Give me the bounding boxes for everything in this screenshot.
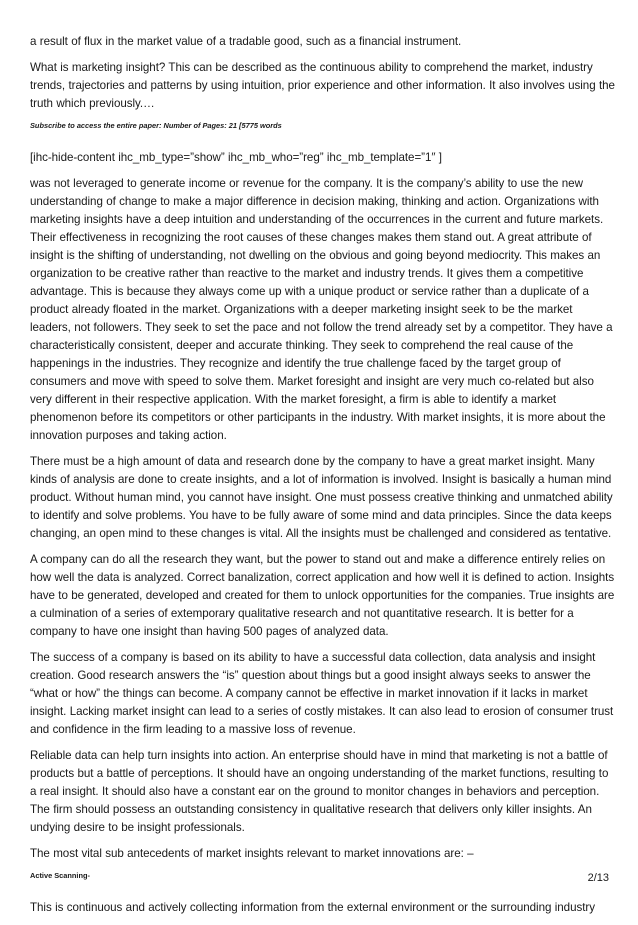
document-page	[30, 33, 616, 925]
paragraph-8: The most vital sub antecedents of market insights relevant to market innovations are: –	[30, 847, 474, 860]
paragraph-2: What is marketing insight? This can be described as the continuous ability to comprehend the market, industry trends, trajectories and patterns by using intuition, prior experience and other information. It also involves using the truth which previously.…	[30, 61, 615, 110]
section-heading-active-scanning: Active Scanning-	[30, 871, 90, 880]
paragraph-3: was not leveraged to generate income or revenue for the company. It is the company’s ability to use the new understanding of change to make a major difference in decision making, thinking and action. Organizations with marketing insights have a deep intuition and understanding of the occurrences in the current and future markets. Their effectiveness in recognizing the root causes of these changes makes them stand out. A great attribute of insight is the shifting of understanding, not dwelling on the obvious and going beyond mediocrity. This makes an organization to be creative rather than reactive to the market and industry trends. It gives them a competitive advantage. This is because they always come up with a unique product or service rather than a duplicate of a product already floated in the market. Organizations with a deeper marketing insight seek to be the market leaders, not followers. They seek to set the pace and not follow the trend already set by a competitor. They have a characteristically consistent, deeper and accurate thinking. They seek to comprehend the real cause of the happenings in the industries. They recognize and identify the true challenge faced by the target group of consumers and move with speed to solve them. Market foresight and insight are very much co-related but also very different in their respective application. With the market foresight, a firm is able to identify a market phenomenon before its competitors or other participants in the industry. With market insights, it is more about the innovation purposes and taking action.	[30, 177, 613, 442]
paragraph-6: The success of a company is based on its ability to have a successful data collection, data analysis and insight creation. Good research answers the “is” question about things but a good insight always seeks to answer the “what or how” the things can become. A company cannot be effective in market innovation if it lacks in market insight. Lacking market insight can lead to a series of costly mistakes. It can also lead to erosion of consumer trust and confidence in the firm leading to a massive loss of revenue.	[30, 651, 614, 736]
paragraph-1: a result of flux in the market value of a tradable good, such as a financial instrument.	[30, 35, 462, 48]
paragraph-7: Reliable data can help turn insights into action. An enterprise should have in mind that marketing is not a battle of products but a battle of perceptions. It should have an ongoing understanding of the market functions, resulting to a real insight. It should also have a constant ear on the ground to monitor changes in behaviors and perception. The firm should possess an outstanding consistency in qualitative research that delivers only killer insights. An undying desire to be insight professionals.	[30, 749, 609, 834]
page-number: 2/13	[587, 872, 609, 884]
paragraph-4: There must be a high amount of data and research done by the company to have a great market insight. Many kinds of analysis are done to create insights, and a lot of information is involved. Insight is basically a human mind product. Without human mind, you cannot have insight. One must possess creative thinking and unmatched ability to identify and solve problems. You have to be fully aware of some mind and data principles. Since the data keeps changing, an open mind to these changes is vital. All the insights must be challenged and considered as tentative.	[30, 455, 613, 540]
shortcode-paragraph: [ihc-hide-content ihc_mb_type=”show” ihc_mb_who=”reg” ihc_mb_template=”1″ ]	[30, 151, 442, 164]
subscribe-note: Subscribe to access the entire paper: Number of Pages: 21 [5775 words	[30, 121, 282, 130]
paragraph-9: This is continuous and actively collecting information from the external environment or the surrounding industry	[30, 901, 595, 914]
paragraph-5: A company can do all the research they want, but the power to stand out and make a difference entirely relies on how well the data is analyzed. Correct banalization, correct application and how well it is defined to action. Insights have to be generated, developed and created for them to unlock opportunities for the companies. True insights are a culmination of a series of extemporary qualitative research and not quantitative research. It is better for a company to have one insight than having 500 pages of analyzed data.	[30, 553, 615, 638]
